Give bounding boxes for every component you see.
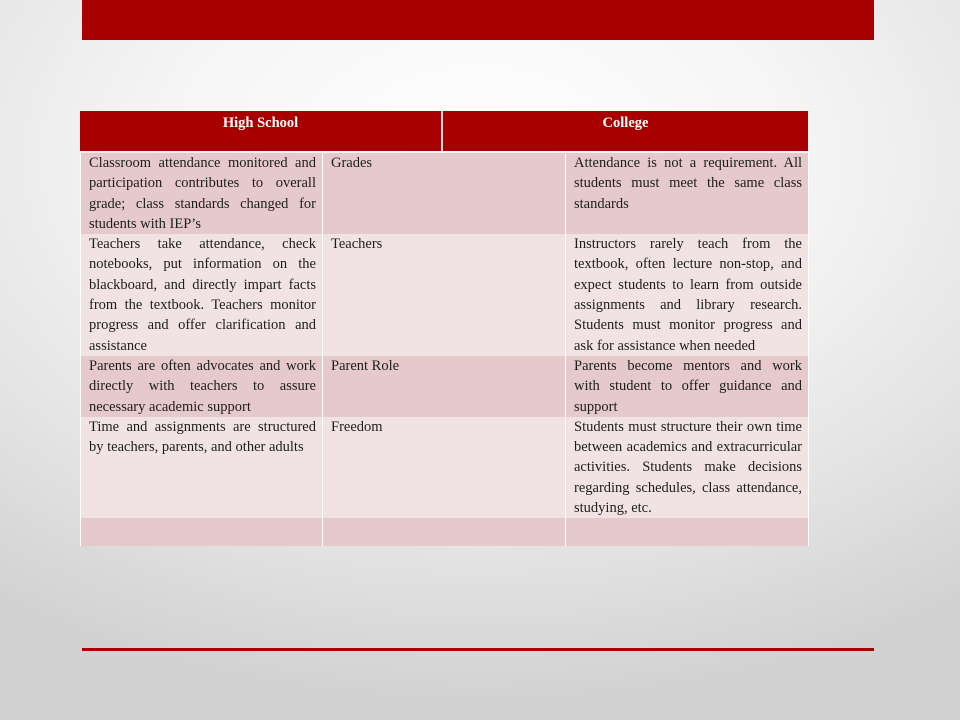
bottom-accent-line	[82, 648, 874, 651]
cell-high-school: Classroom attendance monitored and participation contributes to overall grade; class standards changed for students with IEP’s	[81, 153, 323, 234]
cell-college: Instructors rarely teach from the textbook, often lecture non-stop, and expect students to learn from outside assignments and library research. Students must monitor progress and ask for assistance when needed	[566, 234, 809, 356]
table-row-empty	[81, 518, 809, 546]
table-header-row	[80, 111, 808, 151]
table-row	[81, 234, 809, 356]
cell-category: Freedom	[323, 417, 566, 518]
cell-category: Teachers	[323, 234, 566, 356]
cell-high-school: Time and assignments are structured by teachers, parents, and other adults	[81, 417, 323, 518]
cell-college	[566, 518, 809, 546]
comparison-table-body	[80, 153, 809, 546]
column-header-college: College	[602, 115, 649, 131]
cell-high-school: Parents are often advocates and work directly with teachers to assure necessary academic support	[81, 356, 323, 417]
table-row	[81, 153, 809, 234]
top-accent-bar	[82, 0, 874, 40]
cell-college: Parents become mentors and work with student to offer guidance and support	[566, 356, 809, 417]
column-header-high-school: High School	[80, 111, 443, 151]
cell-high-school	[81, 518, 323, 546]
cell-college: Students must structure their own time between academics and extracurricular activities. Students make decisions regarding schedules, class attendance, studying, etc.	[566, 417, 809, 518]
cell-high-school: Teachers take attendance, check notebooks, put information on the blackboard, and directly impart facts from the textbook. Teachers monitor progress and offer clarification and assistance	[81, 234, 323, 356]
comparison-table	[80, 111, 808, 546]
table-row	[81, 356, 809, 417]
cell-category	[323, 518, 566, 546]
cell-college: Attendance is not a requirement. All students must meet the same class standards	[566, 153, 809, 234]
cell-category: Parent Role	[323, 356, 566, 417]
table-row	[81, 417, 809, 518]
cell-category: Grades	[323, 153, 566, 234]
